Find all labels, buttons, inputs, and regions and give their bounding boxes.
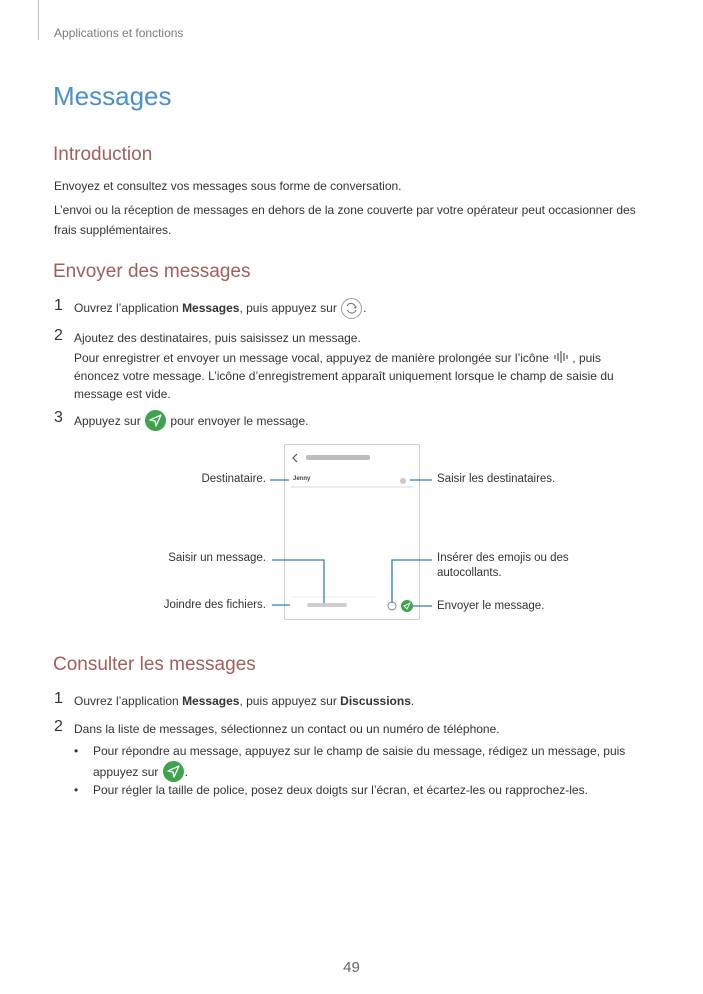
step-text: Appuyez sur pour envoyer le message. [74, 410, 649, 431]
step-number: 2 [54, 718, 63, 735]
callout-emojis: Insérer des emojis ou des autocollants. [437, 552, 569, 579]
callout-attach-files: Joindre des fichiers. [163, 599, 266, 611]
intro-paragraph-2: L’envoi ou la réception de messages en dehors de la zone couverte par votre opérateur peut occasionner des frais supplémentaires. [54, 203, 636, 237]
step-number: 3 [54, 409, 63, 426]
bullet-text: Pour répondre au message, appuyez sur le champ de saisie du message, rédigez un message, puis appuyez sur . [93, 741, 643, 782]
callout-send: Envoyer le message. [437, 600, 545, 612]
step-text: Ouvrez l’application Messages, puis appuyez sur . [74, 298, 649, 319]
step-text: Ouvrez l’application Messages, puis appuyez sur Discussions. [74, 694, 415, 708]
page-number: 49 [343, 959, 360, 976]
step-number: 2 [54, 327, 63, 344]
send-icon [163, 761, 184, 782]
callout-enter-recipients: Saisir les destinataires. [437, 473, 556, 485]
step-number: 1 [54, 297, 63, 314]
tab-name: Discussions [340, 694, 411, 708]
contact-name: Jenny [293, 476, 311, 482]
app-name: Messages [182, 301, 240, 315]
callout-recipient: Destinataire. [201, 473, 266, 485]
section-header: Applications et fonctions [54, 26, 184, 40]
step-number: 1 [54, 690, 63, 707]
step-text: Dans la liste de messages, sélectionnez un contact ou un numéro de téléphone. [74, 722, 500, 736]
read-heading: Consulter les messages [53, 654, 256, 675]
app-name: Messages [182, 694, 240, 708]
send-heading: Envoyer des messages [53, 261, 251, 282]
page-title: Messages [53, 81, 172, 111]
bullet-marker: • [74, 744, 79, 758]
intro-heading: Introduction [53, 144, 153, 165]
bullet-marker: • [74, 783, 79, 797]
callout-type-message: Saisir un message. [168, 552, 266, 564]
bullet-item [74, 741, 644, 781]
intro-paragraph-1: Envoyez et consultez vos messages sous forme de conversation. [54, 179, 402, 193]
bullet-text: Pour régler la taille de police, posez deux doigts sur l’écran, et écartez-les ou rapprochez-les. [93, 783, 588, 797]
step-text: Ajoutez des destinataires, puis saisissez un message. Pour enregistrer et envoyer un message vocal, appuyez de manière prolongée sur l’icône , puis énoncez votre message. L’icône d’enregistrement apparaît uniquement lorsque le champ de saisie du message est vide. [74, 331, 614, 401]
